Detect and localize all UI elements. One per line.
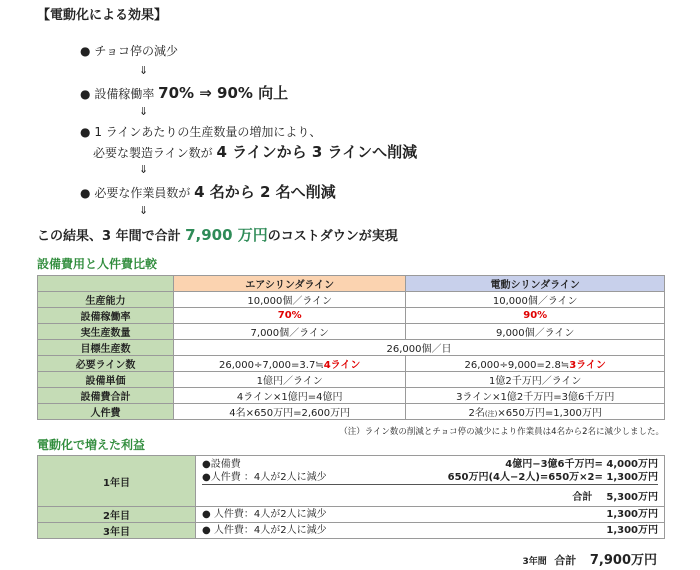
row-label: 目標生産数 — [38, 340, 174, 356]
table-row — [38, 388, 665, 404]
footnote: （注）ライン数の削減とチョコ停の減少により作業員は4名から2名に減少しました。 — [339, 427, 664, 437]
item-label: ●人件費 ：4人が2人に減少 — [202, 472, 327, 483]
line-item — [202, 458, 658, 471]
merged-cell: 26,000個／日 — [174, 340, 665, 356]
calc-result: 4ライン — [323, 360, 361, 371]
table-row — [38, 308, 665, 324]
year-detail — [196, 507, 665, 523]
down-arrow-icon: ⇓ — [139, 105, 149, 118]
result-summary — [37, 224, 398, 245]
year-detail — [196, 456, 665, 507]
header-electric-line: 電動シリンダライン — [406, 276, 665, 292]
note-marker: (注) — [484, 410, 498, 418]
electric-cell: 9,000個／ライン — [406, 324, 665, 340]
profit-heading: 電動化で増えた利益 — [37, 438, 146, 452]
line-item — [202, 508, 658, 521]
step-text: 1 ラインあたりの生産数量の増加により、 — [94, 125, 322, 139]
row-label: 設備費合計 — [38, 388, 174, 404]
result-amount: 7,900 万円 — [185, 226, 268, 244]
result-text: のコストダウンが実現 — [267, 229, 398, 244]
calc-text: 26,000÷9,000=2.8≒ — [464, 360, 570, 371]
year-label: 3年目 — [38, 523, 196, 539]
step-3 — [80, 123, 321, 140]
down-arrow-icon: ⇓ — [139, 64, 149, 77]
step-text: 必要な作業員数が — [94, 186, 195, 200]
line-item — [202, 471, 658, 485]
electric-cell: 3ライン×1億2千万円=3億6千万円 — [406, 388, 665, 404]
electric-cell — [406, 356, 665, 372]
row-label: 生産能力 — [38, 292, 174, 308]
subtotal-label: 合計 — [572, 492, 593, 503]
result-text: この結果、3 年間で合計 — [37, 229, 186, 244]
grand-total-label: 合計 — [554, 554, 577, 567]
bullet: ● — [80, 44, 91, 58]
step-3-line-2 — [93, 141, 417, 162]
grand-total-period: 3年間 — [522, 557, 547, 567]
item-calc: 4億円−3億6千万円= 4,000万円 — [505, 459, 658, 470]
electric-cell: 10,000個／ライン — [406, 292, 665, 308]
step-2 — [80, 82, 288, 103]
air-cell: 4名×650万円=2,600万円 — [174, 404, 406, 420]
table-row — [38, 456, 665, 507]
year-label: 2年目 — [38, 507, 196, 523]
item-label: ● 人件費：4人が2人に減少 — [202, 509, 327, 520]
bullet: ● — [80, 87, 91, 101]
grand-total — [522, 549, 657, 568]
item-label: ● 人件費：4人が2人に減少 — [202, 525, 327, 536]
section-title: 【電動化による効果】 — [37, 8, 168, 23]
table-row — [38, 523, 665, 539]
subtotal-line — [202, 491, 658, 504]
calc-text: 2名 — [468, 408, 485, 419]
air-cell: 4ライン×1億円=4億円 — [174, 388, 406, 404]
line-item — [202, 524, 658, 537]
year-label: 1年目 — [38, 456, 196, 507]
down-arrow-icon: ⇓ — [139, 163, 149, 176]
comparison-heading: 設備費用と人件費比較 — [37, 257, 158, 271]
table-row — [38, 372, 665, 388]
step-4 — [80, 181, 336, 202]
step-1 — [80, 42, 178, 59]
table-row — [38, 404, 665, 420]
cost-comparison-table — [37, 275, 665, 420]
item-label: ●設備費 — [202, 459, 241, 470]
electric-cell — [406, 404, 665, 420]
bullet: ● — [80, 186, 91, 200]
item-amount: 1,300万円 — [606, 509, 658, 520]
row-label: 設備稼働率 — [38, 308, 174, 324]
step-emphasis: 4 ラインから 3 ラインへ削減 — [216, 143, 418, 161]
table-row — [38, 507, 665, 523]
table-row — [38, 292, 665, 308]
row-label: 人件費 — [38, 404, 174, 420]
header-blank — [38, 276, 174, 292]
electric-cell: 1億2千万円／ライン — [406, 372, 665, 388]
calc-text: 26,000÷7,000=3.7≒ — [219, 360, 324, 371]
bullet: ● — [80, 125, 91, 139]
air-cell: 1億円／ライン — [174, 372, 406, 388]
row-label: 実生産数量 — [38, 324, 174, 340]
year-detail — [196, 523, 665, 539]
electric-cell: 90% — [406, 308, 665, 324]
step-text: 設備稼働率 — [94, 87, 159, 101]
air-cell: 70% — [174, 308, 406, 324]
table-row — [38, 324, 665, 340]
air-cell: 10,000個／ライン — [174, 292, 406, 308]
table-row — [38, 356, 665, 372]
table-header-row — [38, 276, 665, 292]
item-calc: 650万円(4人−2人)=650万×2= 1,300万円 — [447, 472, 658, 483]
air-cell: 7,000個／ライン — [174, 324, 406, 340]
step-emphasis: 4 名から 2 名へ削減 — [194, 183, 336, 201]
step-text: 必要な製造ライン数が — [93, 146, 217, 160]
table-row — [38, 340, 665, 356]
calc-result: 3ライン — [569, 360, 606, 371]
header-air-line: エアシリンダライン — [174, 276, 406, 292]
subtotal-value: 5,300万円 — [606, 492, 658, 503]
step-emphasis: 70% ⇒ 90% 向上 — [158, 84, 289, 102]
calc-text: ×650万円=1,300万円 — [497, 408, 602, 419]
air-cell — [174, 356, 406, 372]
profit-table — [37, 455, 665, 539]
row-label: 必要ライン数 — [38, 356, 174, 372]
step-text: チョコ停の減少 — [94, 44, 178, 58]
grand-total-value: 7,900万円 — [589, 553, 657, 568]
item-amount: 1,300万円 — [606, 525, 658, 536]
down-arrow-icon: ⇓ — [139, 204, 149, 217]
row-label: 設備単価 — [38, 372, 174, 388]
